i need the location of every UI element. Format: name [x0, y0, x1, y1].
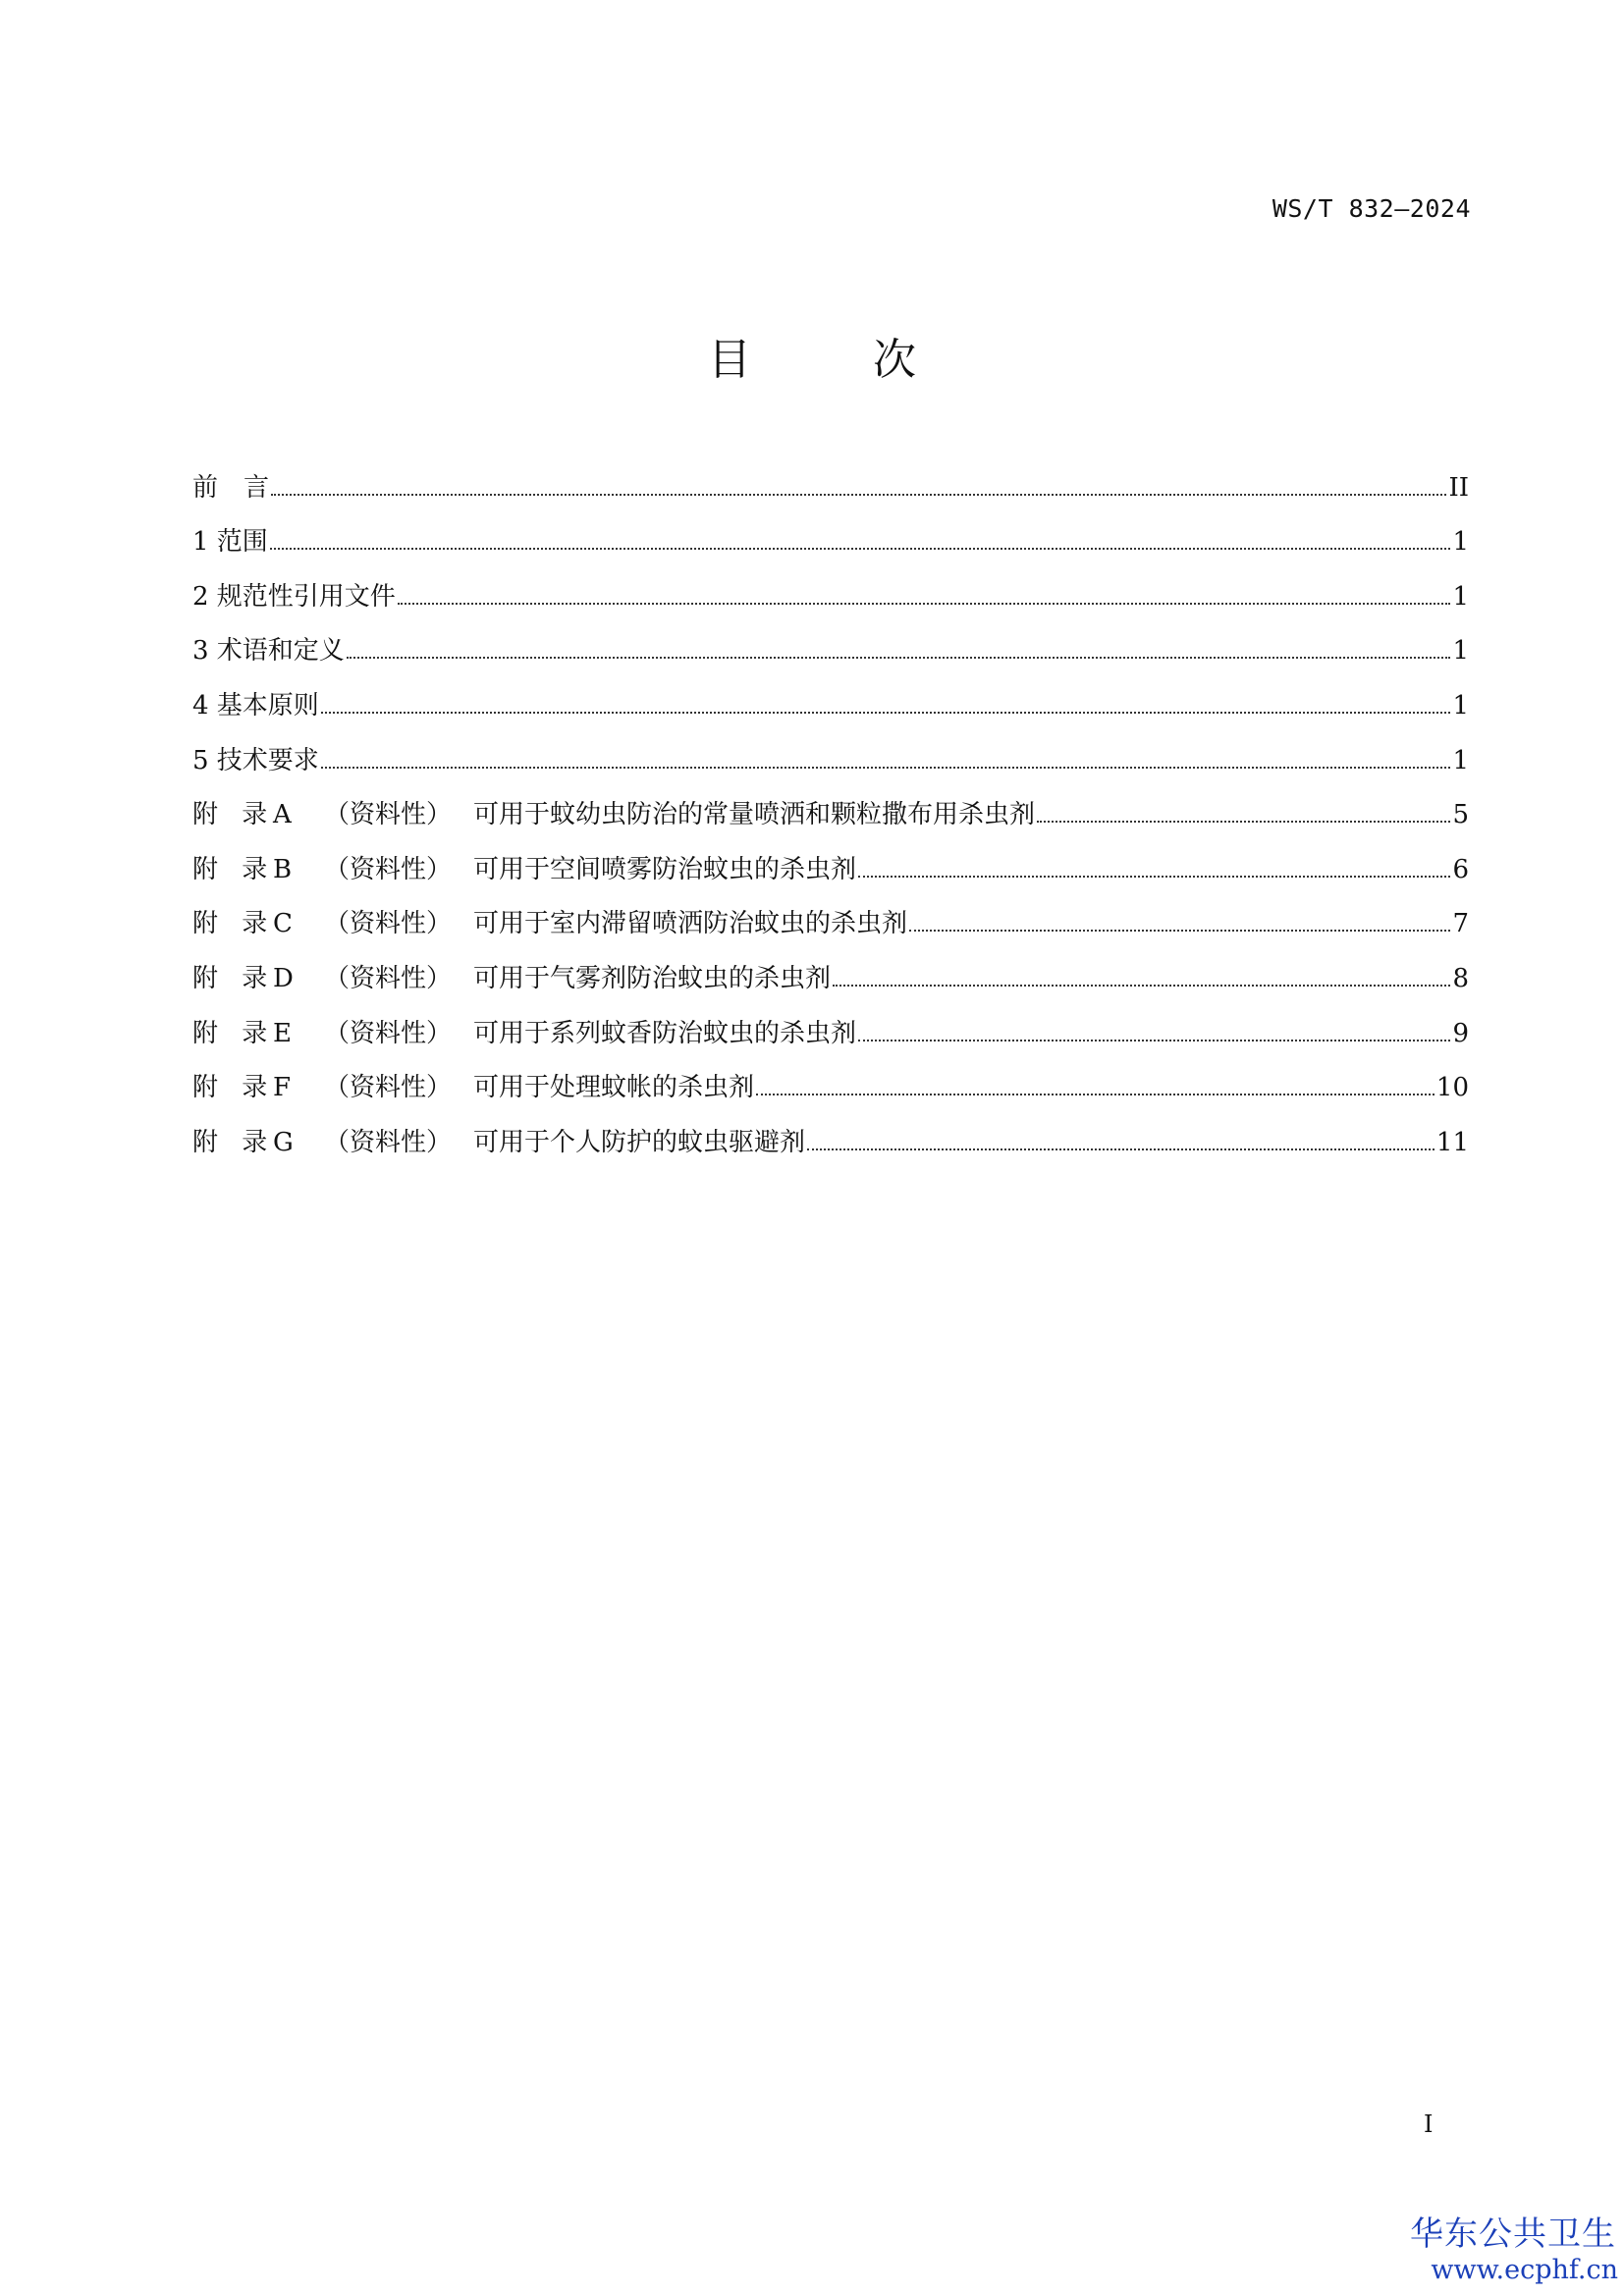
dot-leader — [833, 985, 1450, 987]
dot-leader — [909, 930, 1450, 932]
dot-leader — [347, 657, 1451, 659]
toc-entry-page: 1 — [1452, 636, 1469, 667]
toc-title: 目 次 — [708, 335, 955, 385]
dot-leader — [271, 494, 1446, 496]
annex-title: 可用于气雾剂防治蚊虫的杀虫剂 — [473, 963, 832, 993]
toc-annex-d[interactable] — [192, 938, 1469, 993]
toc-annex-g[interactable] — [192, 1102, 1469, 1157]
annex-word: 附 录 — [192, 909, 276, 939]
standard-code: WS/T 832—2024 — [1272, 194, 1471, 223]
dot-leader — [858, 876, 1450, 878]
watermark — [1398, 2215, 1624, 2287]
annex-letter: G — [273, 1127, 294, 1157]
toc-annex-b[interactable] — [192, 829, 1469, 884]
annex-label — [192, 800, 1035, 829]
annex-letter: B — [273, 854, 293, 884]
dot-leader — [321, 712, 1451, 714]
toc-entry-page: 1 — [1452, 745, 1469, 775]
annex-title: 可用于蚊幼虫防治的常量喷洒和颗粒撒布用杀虫剂 — [473, 800, 1036, 830]
toc-entry-label: 2 规范性引用文件 — [192, 581, 396, 612]
annex-page: 5 — [1452, 800, 1469, 830]
toc-entry-page: II — [1448, 472, 1469, 503]
annex-title: 可用于空间喷雾防治蚊虫的杀虫剂 — [473, 854, 857, 884]
toc-entry-basic-principles[interactable] — [192, 666, 1469, 721]
toc-entry-label: 1 范围 — [192, 527, 268, 558]
annex-type: （资料性） — [324, 963, 453, 993]
watermark-url: www.ecphf.cn — [1431, 2255, 1618, 2285]
annex-type: （资料性） — [324, 1018, 453, 1048]
annex-letter: D — [273, 963, 294, 993]
toc-entry-label: 4 基本原则 — [192, 690, 319, 721]
annex-label — [192, 909, 907, 938]
annex-page: 9 — [1452, 1018, 1469, 1048]
annex-page: 10 — [1435, 1073, 1469, 1103]
toc-entry-page: 1 — [1452, 690, 1469, 721]
dot-leader — [321, 767, 1451, 769]
toc-annex-c[interactable] — [192, 884, 1469, 939]
annex-word: 附 录 — [192, 1127, 276, 1157]
toc-annex-a[interactable] — [192, 775, 1469, 830]
annex-title: 可用于处理蚊帐的杀虫剂 — [473, 1073, 755, 1103]
annex-label — [192, 964, 831, 993]
toc-entry-technical-requirements[interactable] — [192, 721, 1469, 775]
annex-letter: F — [273, 1073, 292, 1103]
annex-letter: E — [273, 1018, 292, 1048]
toc-entry-normative-references[interactable] — [192, 557, 1469, 612]
annex-label — [192, 1019, 856, 1048]
annex-page: 6 — [1452, 854, 1469, 884]
annex-page: 11 — [1435, 1127, 1469, 1157]
annex-label — [192, 855, 856, 884]
page-number: I — [1424, 2110, 1434, 2138]
annex-letter: A — [273, 800, 292, 830]
dot-leader — [756, 1094, 1435, 1095]
dot-leader — [398, 603, 1451, 605]
dot-leader — [1037, 821, 1450, 823]
annex-label — [192, 1128, 805, 1157]
toc-annex-f[interactable] — [192, 1048, 1469, 1103]
dot-leader — [270, 548, 1451, 550]
toc-entry-foreword[interactable] — [192, 448, 1469, 503]
watermark-name: 华东公共卫生 — [1410, 2215, 1616, 2254]
annex-label — [192, 1073, 754, 1102]
annex-word: 附 录 — [192, 854, 276, 884]
annex-page: 8 — [1452, 963, 1469, 993]
toc-entry-label: 3 术语和定义 — [192, 636, 345, 667]
annex-type: （资料性） — [324, 909, 453, 939]
annex-type: （资料性） — [324, 800, 453, 830]
annex-type: （资料性） — [324, 1127, 453, 1157]
toc-list — [192, 448, 1469, 1157]
toc-annex-e[interactable] — [192, 993, 1469, 1048]
annex-title: 可用于系列蚊香防治蚊虫的杀虫剂 — [473, 1018, 857, 1048]
annex-word: 附 录 — [192, 1018, 276, 1048]
annex-word: 附 录 — [192, 800, 276, 830]
annex-type: （资料性） — [324, 1073, 453, 1103]
annex-page: 7 — [1452, 909, 1469, 939]
annex-word: 附 录 — [192, 1073, 276, 1103]
annex-word: 附 录 — [192, 963, 276, 993]
dot-leader — [807, 1148, 1435, 1150]
annex-title: 可用于室内滞留喷洒防治蚊虫的杀虫剂 — [473, 909, 908, 939]
annex-title: 可用于个人防护的蚊虫驱避剂 — [473, 1127, 806, 1157]
toc-entry-label: 前 言 — [192, 472, 270, 503]
dot-leader — [858, 1040, 1450, 1041]
toc-entry-terms-definitions[interactable] — [192, 612, 1469, 667]
toc-entry-page: 1 — [1452, 581, 1469, 612]
toc-entry-scope[interactable] — [192, 503, 1469, 558]
annex-type: （资料性） — [324, 854, 453, 884]
toc-entry-page: 1 — [1452, 527, 1469, 558]
annex-letter: C — [273, 909, 293, 939]
toc-entry-label: 5 技术要求 — [192, 745, 319, 775]
